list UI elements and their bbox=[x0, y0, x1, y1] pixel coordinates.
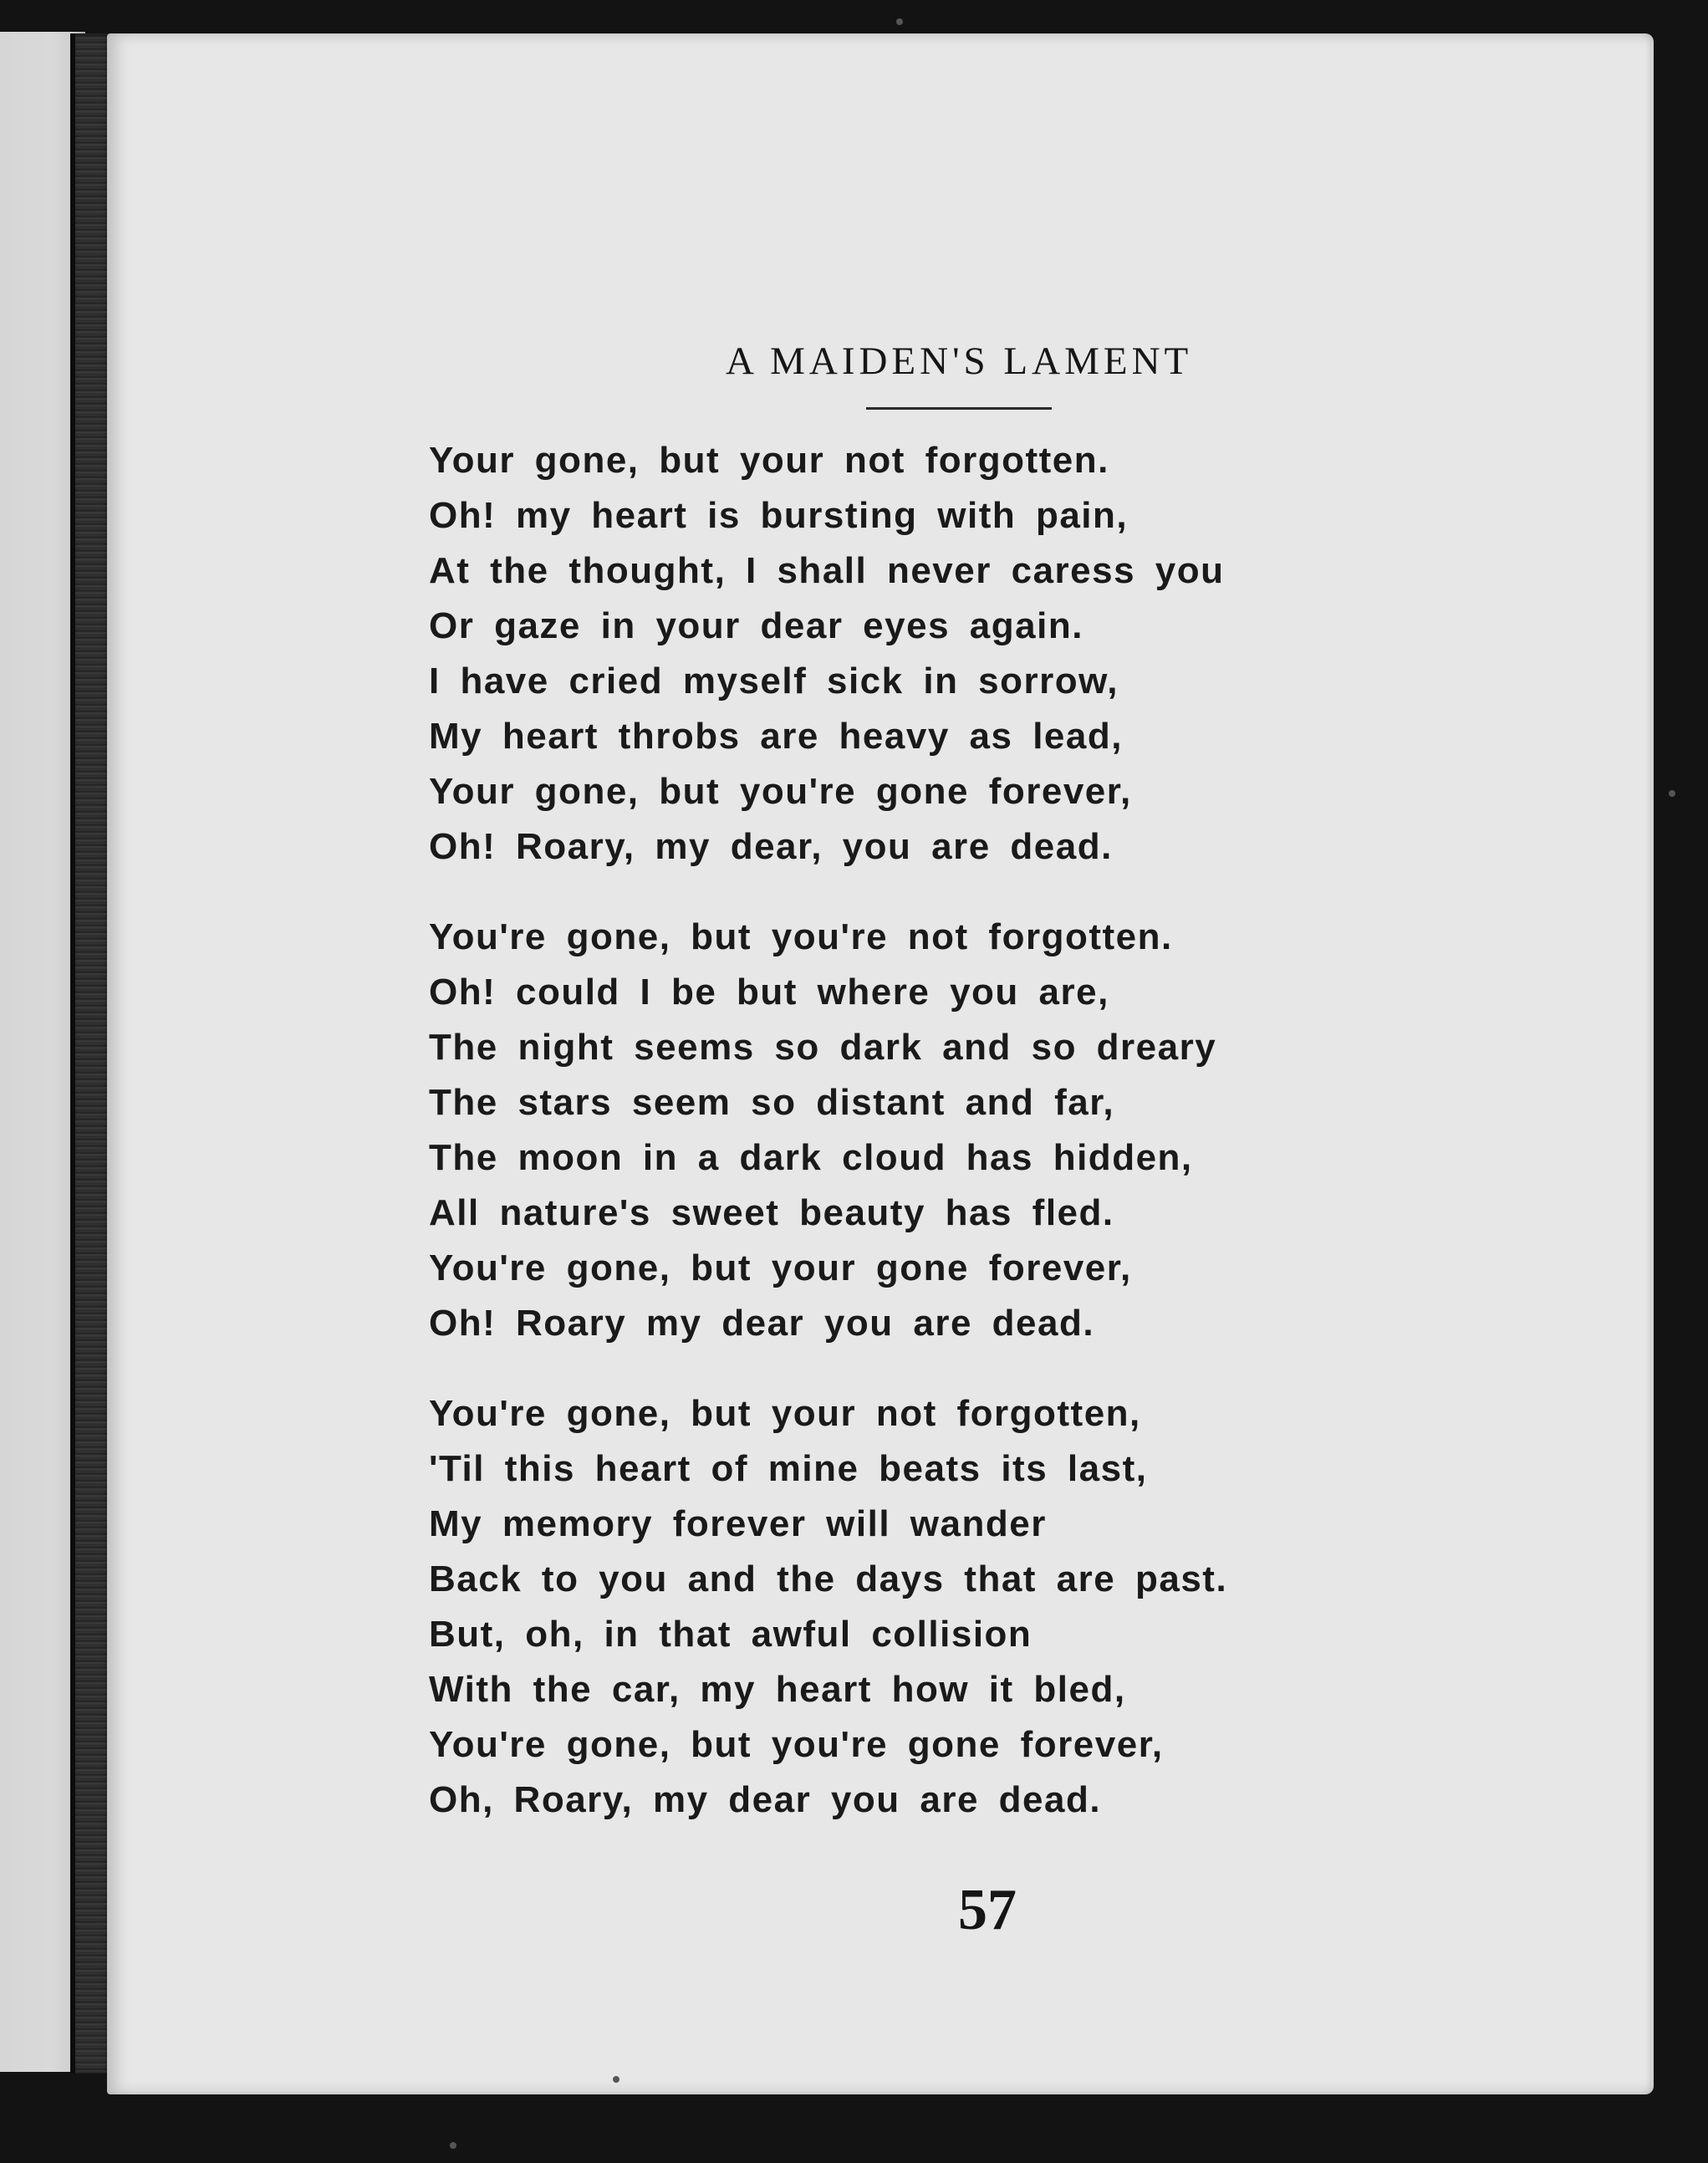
poem-line: My memory forever will wander bbox=[429, 1503, 1047, 1544]
title-rule bbox=[866, 407, 1052, 410]
poem-line: Oh! Roary my dear you are dead. bbox=[429, 1303, 1095, 1344]
poem-line: The moon in a dark cloud has hidden, bbox=[429, 1137, 1193, 1178]
scan-speck bbox=[613, 2076, 619, 2083]
stanza-3 bbox=[429, 1386, 1374, 1828]
scan-speck bbox=[1669, 790, 1675, 797]
poem-line: You're gone, but you're gone forever, bbox=[429, 1724, 1164, 1765]
stanza-2 bbox=[429, 910, 1374, 1351]
poem-line: All nature's sweet beauty has fled. bbox=[429, 1192, 1114, 1233]
scan-speck bbox=[450, 2142, 456, 2149]
poem-line: Or gaze in your dear eyes again. bbox=[429, 605, 1083, 646]
poem-line: At the thought, I shall never caress you bbox=[429, 550, 1225, 591]
poem-line: The stars seem so distant and far, bbox=[429, 1082, 1115, 1123]
poem-line: Oh! Roary, my dear, you are dead. bbox=[429, 826, 1113, 867]
page-number: 57 bbox=[958, 1878, 1017, 1942]
poem-line: Back to you and the days that are past. bbox=[429, 1558, 1228, 1599]
poem-line: Your gone, but you're gone forever, bbox=[429, 771, 1132, 812]
scan-speck bbox=[896, 18, 903, 25]
poem-line: You're gone, but you're not forgotten. bbox=[429, 916, 1173, 957]
poem-line: You're gone, but your not forgotten, bbox=[429, 1393, 1141, 1434]
poem-line: But, oh, in that awful collision bbox=[429, 1614, 1032, 1655]
poem-line: I have cried myself sick in sorrow, bbox=[429, 661, 1119, 701]
poem-line: The night seems so dark and so dreary bbox=[429, 1027, 1217, 1068]
book-page bbox=[107, 33, 1654, 2094]
poem-line: My heart throbs are heavy as lead, bbox=[429, 716, 1123, 757]
poem-line: You're gone, but your gone forever, bbox=[429, 1247, 1132, 1288]
poem-line: With the car, my heart how it bled, bbox=[429, 1669, 1126, 1710]
stanza-1 bbox=[429, 433, 1374, 875]
poem-line: Your gone, but your not forgotten. bbox=[429, 440, 1109, 481]
poem-line: Oh! my heart is bursting with pain, bbox=[429, 495, 1129, 536]
poem-line: 'Til this heart of mine beats its last, bbox=[429, 1448, 1148, 1489]
poem-line: Oh! could I be but where you are, bbox=[429, 972, 1109, 1013]
poem-line: Oh, Roary, my dear you are dead. bbox=[429, 1779, 1102, 1820]
poem-title: A MAIDEN'S LAMENT bbox=[726, 339, 1193, 383]
